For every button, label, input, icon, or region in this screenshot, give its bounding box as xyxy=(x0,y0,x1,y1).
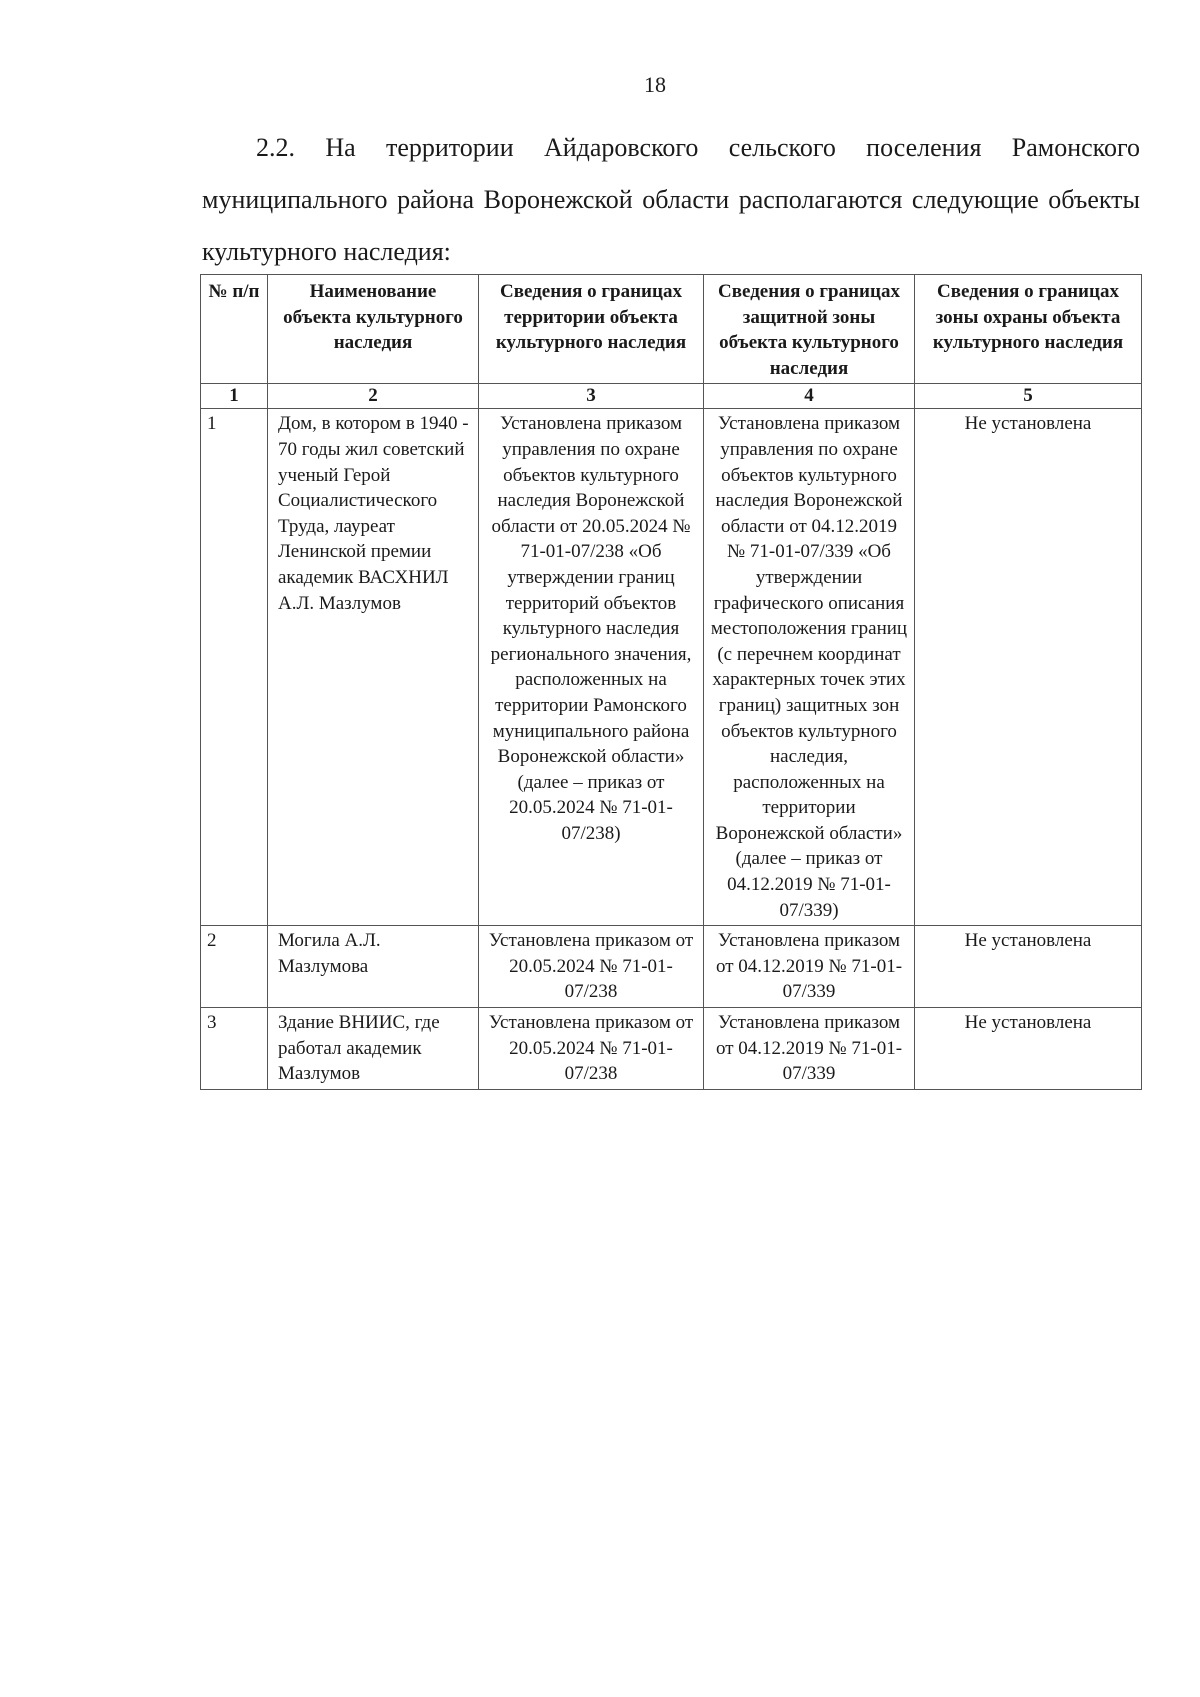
column-number: 2 xyxy=(268,384,479,409)
header-protection-zone: Сведения о границах зоны охраны объекта культурного наследия xyxy=(915,275,1142,384)
table-header-row xyxy=(201,275,1142,384)
protection-zone-info: Не установлена xyxy=(915,926,1142,1008)
column-number-row xyxy=(201,384,1142,409)
protective-zone-info: Установлена приказом от 04.12.2019 № 71-01-07/339 xyxy=(704,926,915,1008)
table-row xyxy=(201,926,1142,1008)
territory-info: Установлена приказом от 20.05.2024 № 71-01-07/238 xyxy=(479,926,704,1008)
row-number: 3 xyxy=(201,1008,268,1090)
page-number: 18 xyxy=(644,72,666,97)
territory-info: Установлена приказом от 20.05.2024 № 71-01-07/238 xyxy=(479,1008,704,1090)
object-name: Дом, в котором в 1940 - 70 годы жил советский ученый Герой Социалистического Труда, лауреат Ленинской премии академик ВАСХНИЛ А.Л. Мазлумов xyxy=(268,409,479,926)
protection-zone-info: Не установлена xyxy=(915,1008,1142,1090)
row-number: 1 xyxy=(201,409,268,926)
column-number: 5 xyxy=(915,384,1142,409)
heritage-objects-table xyxy=(200,274,1142,1090)
column-number: 3 xyxy=(479,384,704,409)
object-name: Здание ВНИИС, где работал академик Мазлумов xyxy=(268,1008,479,1090)
header-num: № п/п xyxy=(201,275,268,384)
table-row xyxy=(201,1008,1142,1090)
intro-paragraph: 2.2. На территории Айдаровского сельского поселения Рамонского муниципального района Воронежской области располагаются следующие объекты культурного наследия: xyxy=(202,133,1140,266)
protection-zone-info: Не установлена xyxy=(915,409,1142,926)
table-row xyxy=(201,409,1142,926)
header-protective-zone: Сведения о границах защитной зоны объекта культурного наследия xyxy=(704,275,915,384)
column-number: 4 xyxy=(704,384,915,409)
row-number: 2 xyxy=(201,926,268,1008)
column-number: 1 xyxy=(201,384,268,409)
territory-info: Установлена приказом управления по охране объектов культурного наследия Воронежской области от 20.05.2024 № 71-01-07/238 «Об утверждении границ территорий объектов культурного наследия регионального значения, расположенных на территории Рамонского муниципального района Воронежской области» (далее – приказ от 20.05.2024 № 71-01-07/238) xyxy=(479,409,704,926)
protective-zone-info: Установлена приказом от 04.12.2019 № 71-01-07/339 xyxy=(704,1008,915,1090)
header-name: Наименование объекта культурного наследия xyxy=(268,275,479,384)
protective-zone-info: Установлена приказом управления по охране объектов культурного наследия Воронежской области от 04.12.2019 № 71-01-07/339 «Об утверждении графического описания местоположения границ (с перечнем координат характерных точек этих границ) защитных зон объектов культурного наследия, расположенных на территории Воронежской области» (далее – приказ от 04.12.2019 № 71-01-07/339) xyxy=(704,409,915,926)
header-territory: Сведения о границах территории объекта культурного наследия xyxy=(479,275,704,384)
object-name: Могила А.Л. Мазлумова xyxy=(268,926,479,1008)
